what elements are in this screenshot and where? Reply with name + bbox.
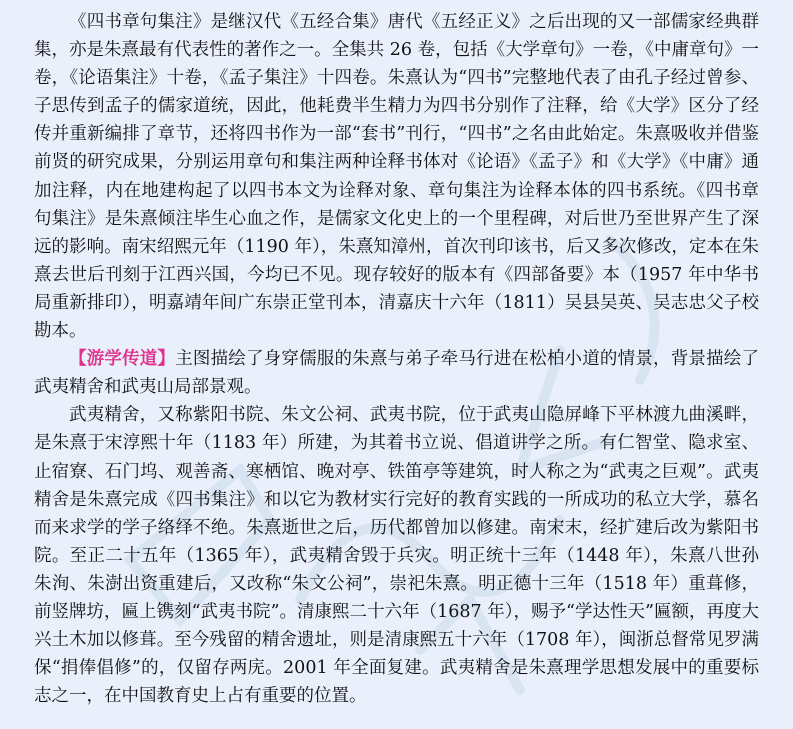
paragraph-text: 《四书章句集注》是继汉代《五经合集》唐代《五经正义》之后出现的又一部儒家经典群集，亦是朱熹最有代表性的著作之一。全集共 26 卷，包括《大学章句》一卷，《中庸章句》一卷，《论语集注》十卷，《孟子集注》十四卷。朱熹认为“四书”完整地代表了由孔子经过曾参、子思传到孟子的儒家道统，因此，他耗费半生精力为四书分别作了注释，给《大学》区分了经传并重新编排了章节，还将四书作为一部“套书”刊行，“四书”之名由此始定。朱熹吸收并借鉴前贤的研究成果，分别运用章句和集注两种诠释书体对《论语》《孟子》和《大学》《中庸》通加注释，内在地建构起了以四书本文为诠释对象、章句集注为诠释本体的四书系统。《四书章句集注》是朱熹倾注毕生心血之作，是儒家文化史上的一个里程碑，对后世乃至世界产生了深远的影响。南宋绍熙元年（1190 年），朱熹知漳州，首次刊印该书，后又多次修改，定本在朱熹去世后刊刻于江西兴国，今均已不见。现存较好的版本有《四部备要》本（1957 年中华书局重新排印），明嘉靖年间广东崇正堂刊本，清嘉庆十六年（1811）吴县吴英、吴志忠父子校勘本。 — [34, 12, 759, 342]
section-tag: 【游学传道】 — [69, 349, 176, 370]
paragraph-wuyi-jingshe — [34, 401, 759, 710]
paragraph-sishu-zhangju-jizhu — [34, 8, 759, 345]
paragraph-youxue-chuandao — [34, 345, 759, 401]
paragraph-text: 主图描绘了身穿儒服的朱熹与弟子牵马行进在松柏小道的情景，背景描绘了武夷精舍和武夷山局部景观。 — [34, 349, 760, 398]
paragraph-text: 武夷精舍，又称紫阳书院、朱文公祠、武夷书院，位于武夷山隐屏峰下平林渡九曲溪畔，是朱熹于宋淳熙十年（1183 年）所建，为其着书立说、倡道讲学之所。有仁智堂、隐求室、止宿寮、石门坞、观善斋、寒栖馆、晚对亭、铁笛亭等建筑，时人称之为“武夷之巨观”。武夷精舍是朱熹完成《四书集注》和以它为教材实行完好的教育实践的一所成功的私立大学，慕名而来求学的学子络绎不绝。朱熹逝世之后，历代都曾加以修建。南宋末，经扩建后改为紫阳书院。至正二十五年（1365 年），武夷精舍毁于兵灾。明正统十三年（1448 年），朱熹八世孙朱洵、朱澍出资重建后，又改称“朱文公祠”，崇祀朱熹。明正德十三年（1518 年）重葺修，前竖牌坊，匾上镌刻“武夷书院”。清康熙二十六年（1687 年），赐予“学达性天”匾额，再度大兴土木加以修葺。至今残留的精舍遗址，则是清康熙五十六年（1708 年），闽浙总督常见罗满保“捐俸倡修”的，仅留存两庑。2001 年全面复建。武夷精舍是朱熹理学思想发展中的重要标志之一，在中国教育史上占有重要的位置。 — [34, 405, 759, 707]
